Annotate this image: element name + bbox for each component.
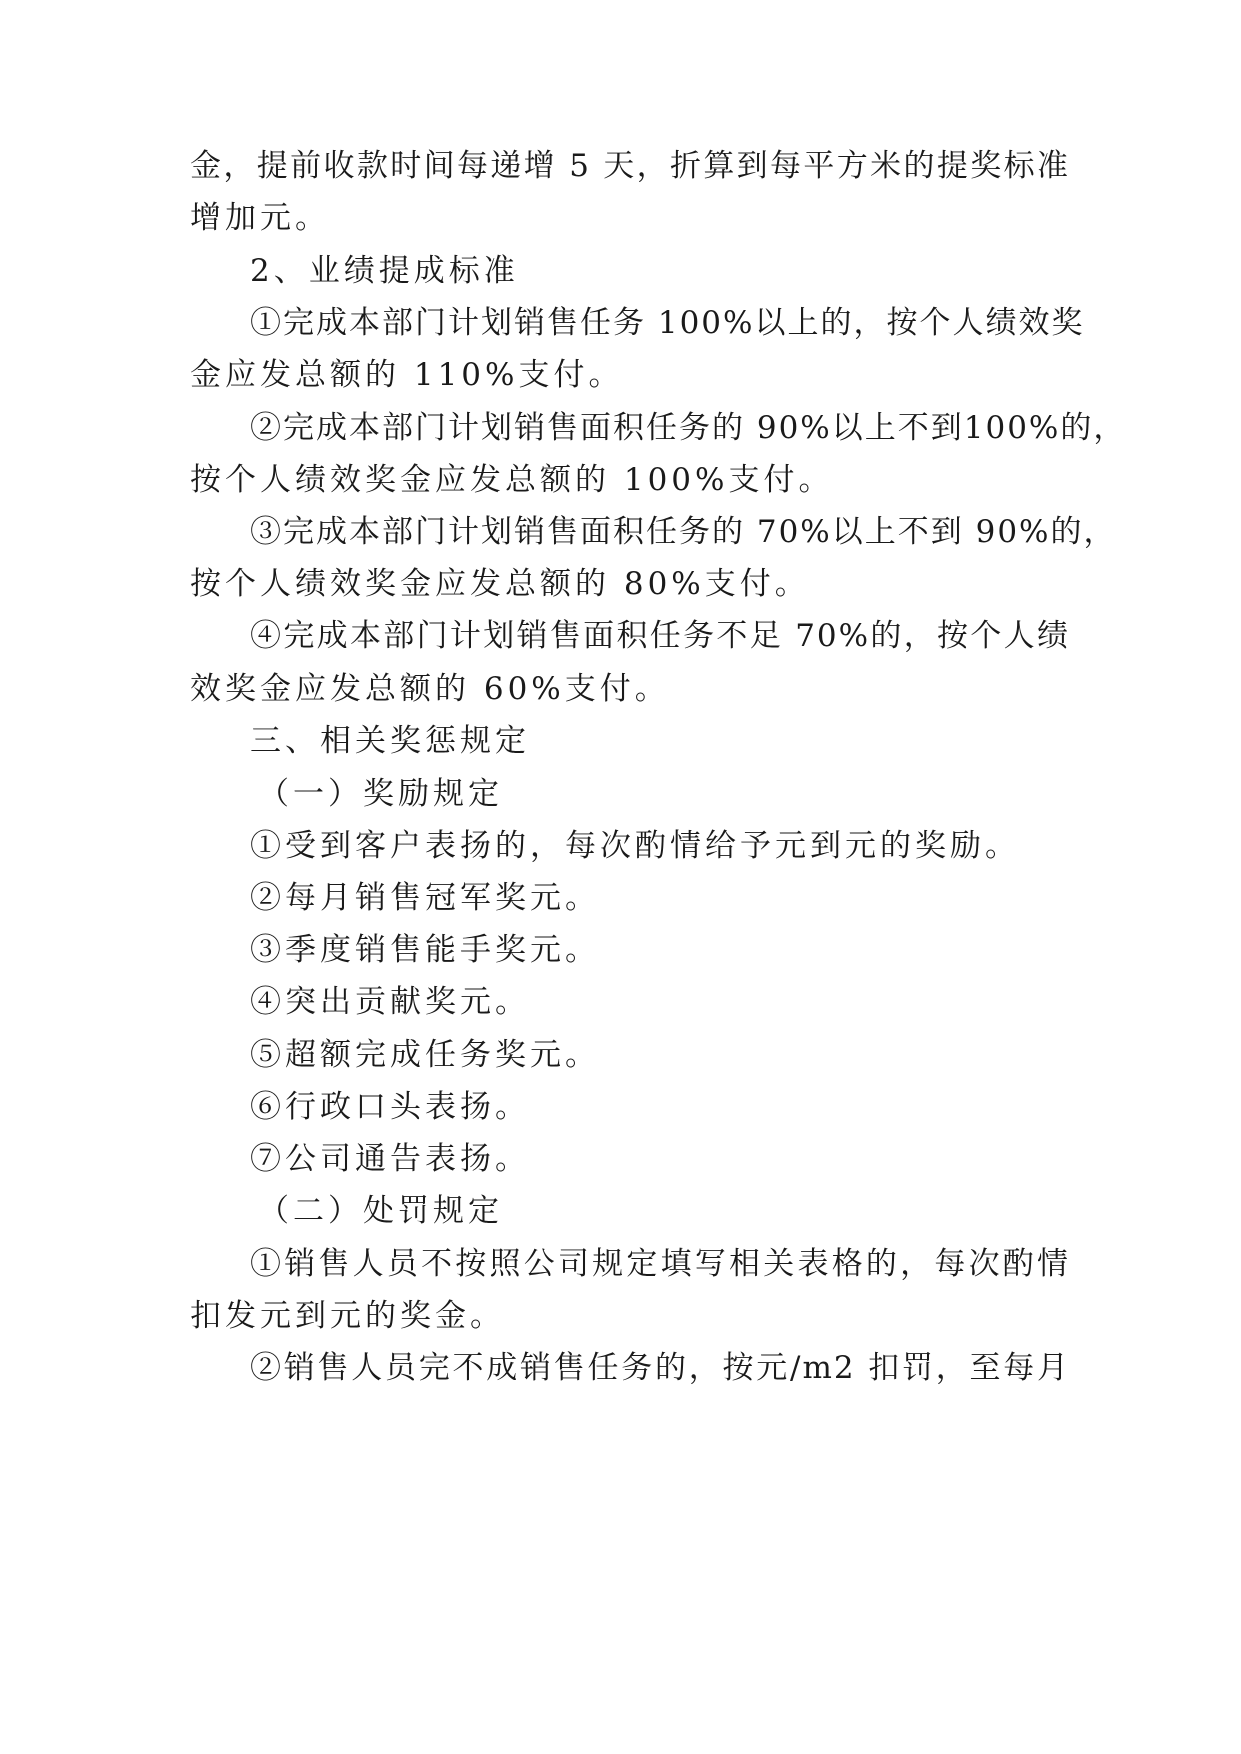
subsection-heading: （一）奖励规定 <box>258 776 503 812</box>
list-item: ⑥行政口头表扬。 <box>250 1089 530 1125</box>
paragraph-line: 扣发元到元的奖金。 <box>190 1298 505 1334</box>
list-item: ⑤超额完成任务奖元。 <box>250 1037 600 1073</box>
section-heading: 2、业绩提成标准 <box>250 253 519 289</box>
paragraph-line: ①完成本部门计划销售任务 100%以上的，按个人绩效奖 <box>250 305 1085 341</box>
paragraph-line: ③完成本部门计划销售面积任务的 70%以上不到 90%的， <box>250 514 1117 550</box>
list-item: ②每月销售冠军奖元。 <box>250 880 600 916</box>
paragraph-line: 增加元。 <box>190 200 330 236</box>
paragraph-line: ①销售人员不按照公司规定填写相关表格的，每次酌情 <box>250 1246 1070 1282</box>
paragraph-line: 效奖金应发总额的 60%支付。 <box>190 671 670 707</box>
subsection-heading: （二）处罚规定 <box>258 1193 503 1229</box>
paragraph-line: 按个人绩效奖金应发总额的 100%支付。 <box>190 462 834 498</box>
list-item: ①受到客户表扬的，每次酌情给予元到元的奖励。 <box>250 828 1020 864</box>
paragraph-line: 金应发总额的 110%支付。 <box>190 357 624 393</box>
paragraph-line: 按个人绩效奖金应发总额的 80%支付。 <box>190 566 810 602</box>
paragraph-line: 金，提前收款时间每递增 5 天，折算到每平方米的提奖标准 <box>190 148 1070 184</box>
list-item: ④突出贡献奖元。 <box>250 984 530 1020</box>
section-heading: 三、相关奖惩规定 <box>250 723 530 759</box>
paragraph-line: ②销售人员完不成销售任务的，按元/m2 扣罚，至每月 <box>250 1350 1070 1386</box>
list-item: ③季度销售能手奖元。 <box>250 932 600 968</box>
paragraph-line: ④完成本部门计划销售面积任务不足 70%的，按个人绩 <box>250 618 1070 654</box>
list-item: ⑦公司通告表扬。 <box>250 1141 530 1177</box>
paragraph-line: ②完成本部门计划销售面积任务的 90%以上不到100%的， <box>250 410 1127 446</box>
